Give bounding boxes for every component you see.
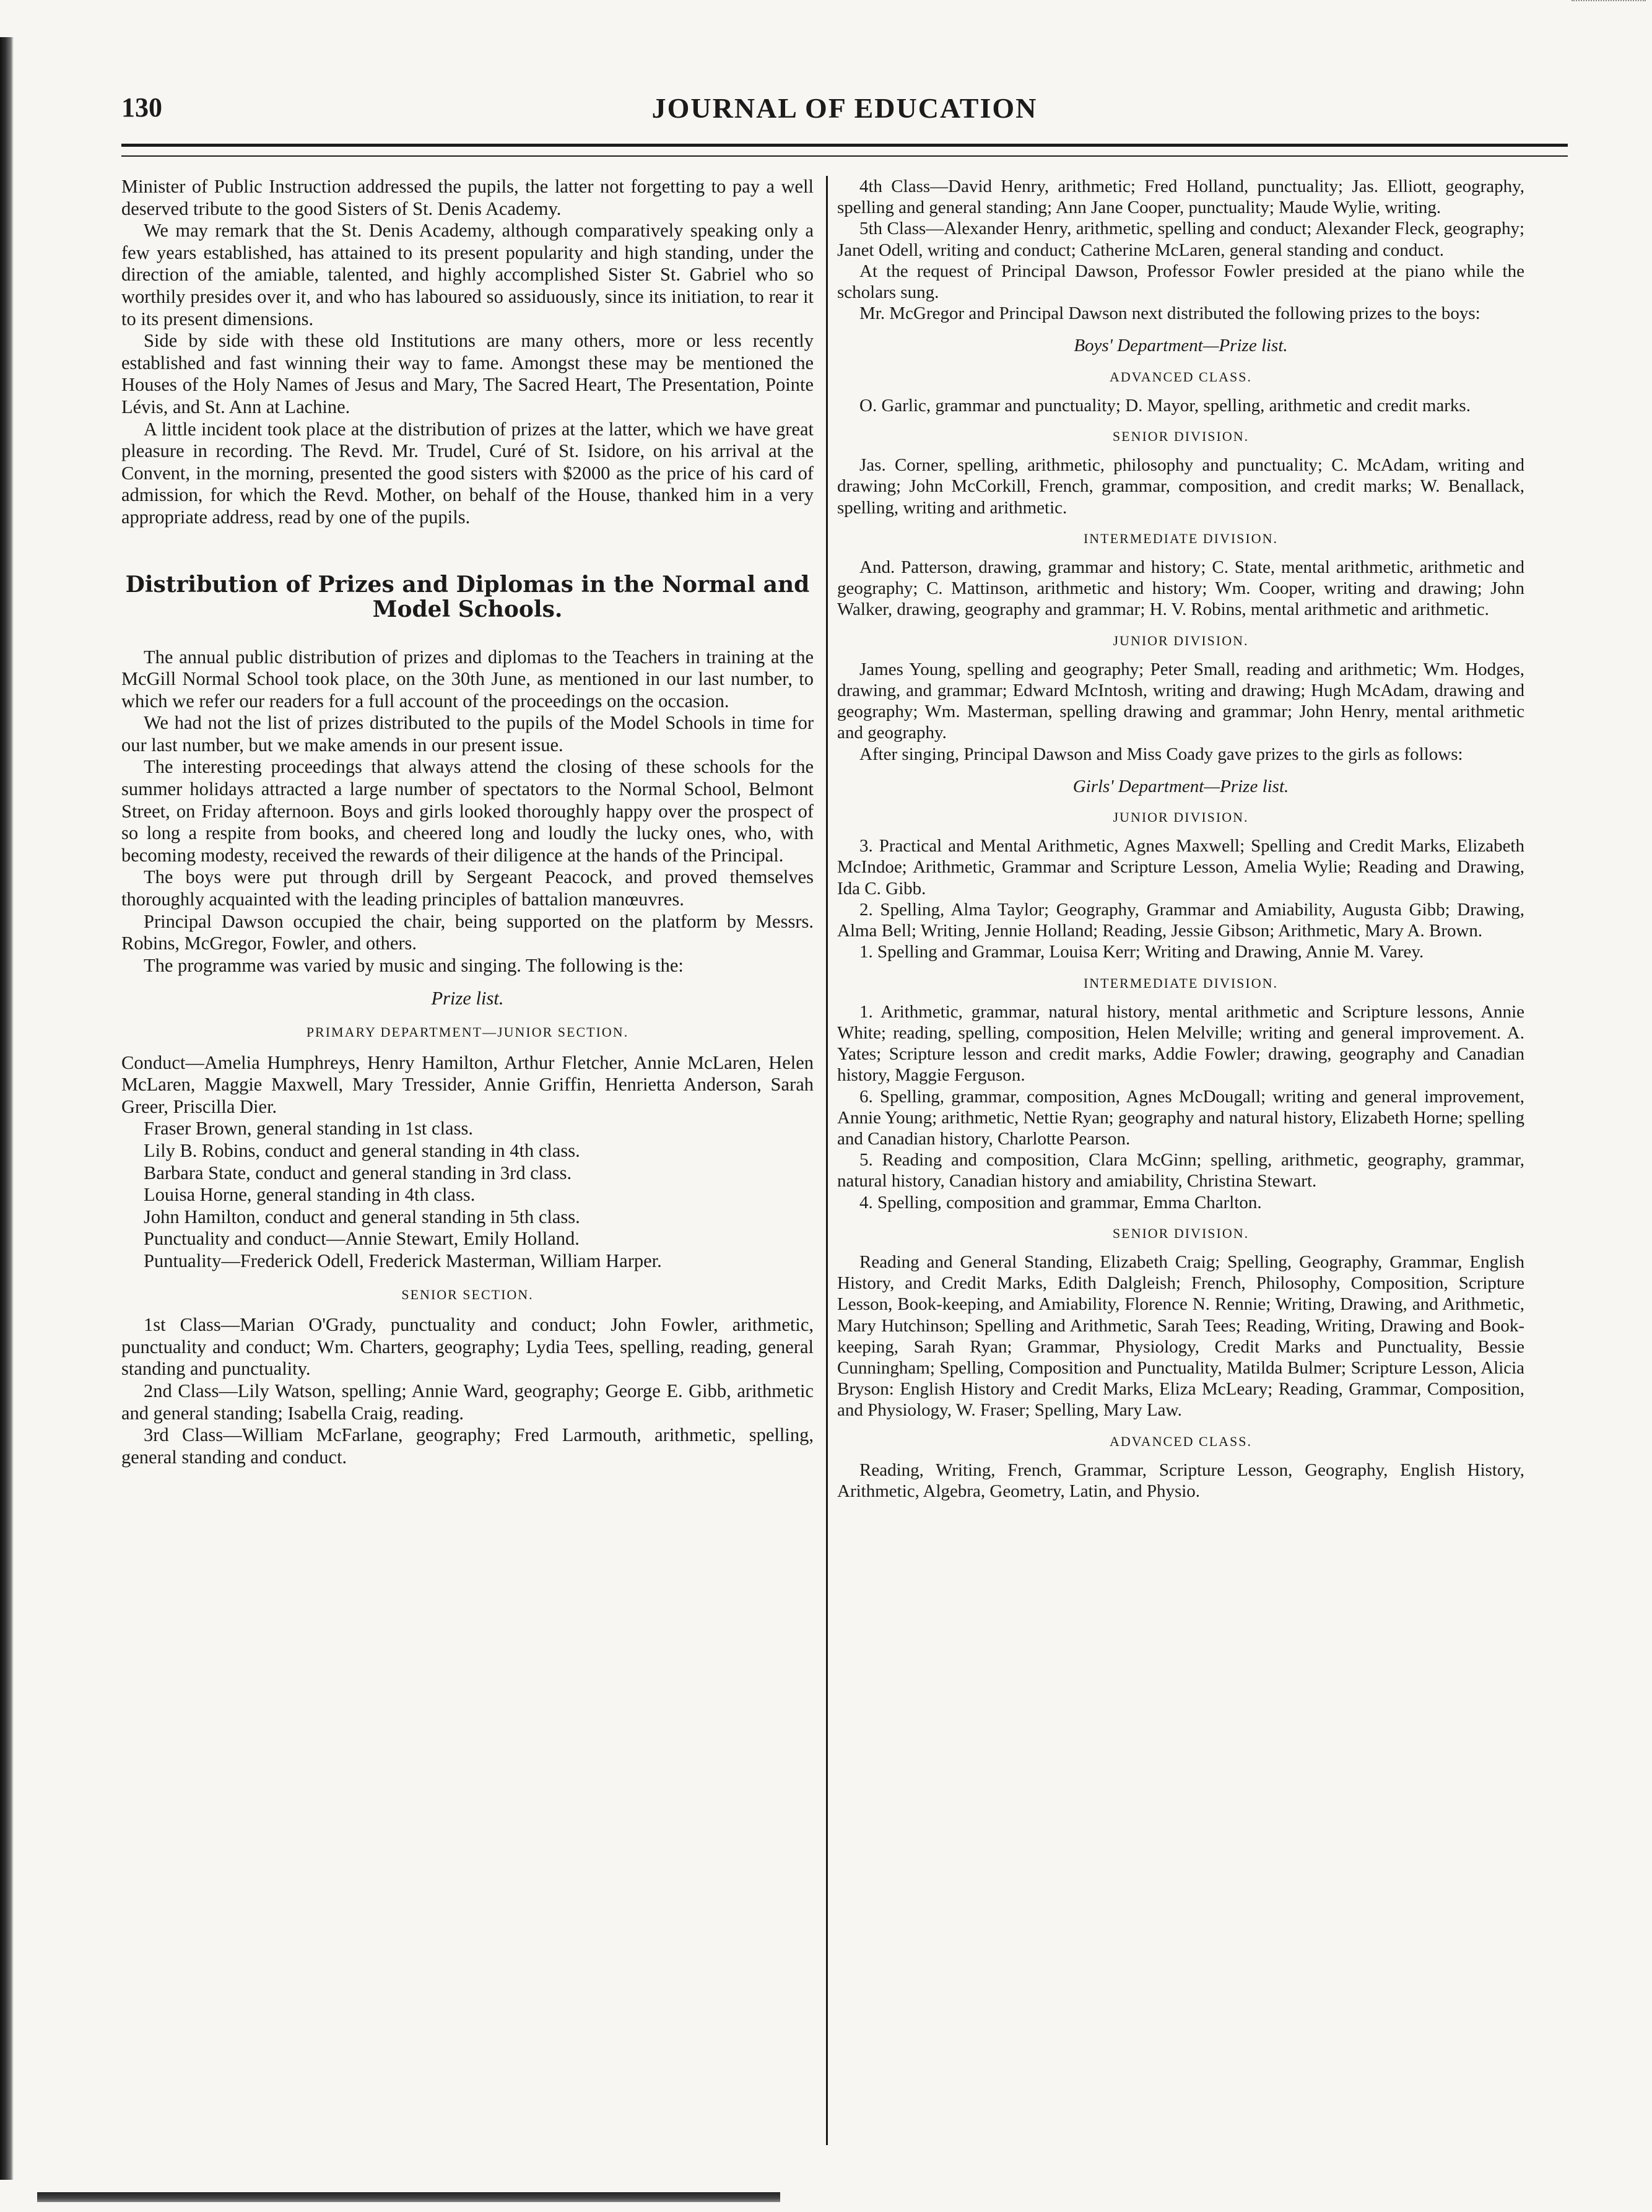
division-heading: ADVANCED CLASS.	[1109, 1433, 1253, 1449]
paragraph: 5th Class—Alexander Henry, arithmetic, spelling and conduct; Alexander Fleck, geography; Janet Odell, writing and conduct; Catherine McLaren, general standing and conduct.	[837, 219, 1524, 260]
paragraph: Side by side with these old Institutions are many others, more or less recently established and fast winning their way to fame. Amongst these may be mentioned the Houses of the Holy Names of Jesus and Mary, The Sacred Heart, The Presentation, Pointe Lévis, and St. Ann at Lachine.	[121, 330, 814, 417]
binding-edge-shadow	[0, 37, 14, 2180]
paragraph: James Young, spelling and geography; Peter Small, reading and arithmetic; Wm. Hodges, drawing, and grammar; Edward McIntosh, writing and drawing; Hugh McAdam, drawing and geography; Wm. Masterman, spelling drawing and grammar; John Henry, mental arithmetic and geography.	[837, 659, 1524, 743]
division-heading: SENIOR SECTION.	[401, 1286, 534, 1302]
paragraph: And. Patterson, drawing, grammar and history; C. State, mental arithmetic, arithmetic and geography; C. Mattinson, arithmetic and history; Wm. Cooper, writing and drawing; John Walker, drawing, geography and grammar; H. V. Robins, mental arithmetic and arithmetic.	[837, 557, 1524, 620]
paragraph: We may remark that the St. Denis Academy, although comparatively speaking only a few years established, has attained to its present popularity and high standing, under the direction of the amiable, talented, and highly accomplished Sister St. Gabriel who so worthily presides over it, and who has laboured so assiduously, since its initiation, to rear it to its present dimensions.	[121, 220, 814, 329]
paragraph: The annual public distribution of prizes and diplomas to the Teachers in training at the McGill Normal School took place, on the 30th June, as mentioned in our last number, to which we refer our readers for a full account of the proceedings on the occasion.	[121, 646, 814, 712]
prize-list-heading: Girls' Department—Prize list.	[1072, 776, 1289, 796]
prize-list-heading: Prize list.	[431, 988, 504, 1009]
division-heading: SENIOR DIVISION.	[1112, 1225, 1250, 1241]
division-heading: SENIOR DIVISION.	[1112, 429, 1250, 445]
paragraph: Reading, Writing, French, Grammar, Scripture Lesson, Geography, English History, Arithmetic, Algebra, Geometry, Latin, and Physio.	[837, 1460, 1524, 1501]
paragraph: O. Garlic, grammar and punctuality; D. Mayor, spelling, arithmetic and credit marks.	[859, 395, 1471, 416]
list-item: Punctuality and conduct—Annie Stewart, Emily Holland.	[144, 1228, 580, 1250]
paragraph: A little incident took place at the distribution of prizes at the latter, which we have great pleasure in recording. The Revd. Mr. Trudel, Curé of St. Isidore, on his arrival at the Convent, in the morning, presented the good sisters with $2000 as the price of his card of admission, for which the Revd. Mother, on behalf of the House, thanked him in a very appropriate address, read by one of the pupils.	[121, 418, 814, 528]
column-divider	[826, 176, 828, 2145]
paragraph: 4th Class—David Henry, arithmetic; Fred Holland, punctuality; Jas. Elliott, geography, spelling and general standing; Ann Jane Cooper, punctuality; Maude Wylie, writing.	[837, 176, 1524, 218]
paragraph: The programme was varied by music and singing. The following is the:	[144, 954, 684, 976]
paragraph: Minister of Public Instruction addressed the pupils, the latter not forgetting to pay a well deserved tribute to the good Sisters of St. Denis Academy.	[121, 176, 814, 219]
list-item: Barbara State, conduct and general standing in 3rd class.	[144, 1162, 572, 1183]
list-item: 1. Spelling and Grammar, Louisa Kerr; Writing and Drawing, Annie M. Varey.	[859, 942, 1424, 962]
list-item: John Hamilton, conduct and general standing in 5th class.	[144, 1206, 580, 1227]
division-heading: JUNIOR DIVISION.	[1113, 809, 1249, 825]
division-heading: JUNIOR DIVISION.	[1113, 632, 1249, 648]
left-column	[121, 176, 814, 2145]
list-item: 6. Spelling, grammar, composition, Agnes McDougall; writing and general improvement, Annie Young; arithmetic, Nettie Ryan; geography and natural history, Elizabeth Horne; spelling and Canadian history, Charlotte Pearson.	[837, 1086, 1524, 1149]
paragraph: Principal Dawson occupied the chair, being supported on the platform by Messrs. Robins, McGregor, Fowler, and others.	[121, 910, 814, 954]
paragraph: Mr. McGregor and Principal Dawson next distributed the following prizes to the boys:	[859, 303, 1480, 324]
list-item: 3rd Class—William McFarlane, geography; Fred Larmouth, arithmetic, spelling, general standing and conduct.	[121, 1424, 814, 1468]
running-header	[121, 92, 1568, 135]
division-heading: ADVANCED CLASS.	[1109, 368, 1253, 385]
journal-title: JOURNAL OF EDUCATION	[651, 92, 1038, 124]
list-item: 2. Spelling, Alma Taylor; Geography, Grammar and Amiability, Augusta Gibb; Drawing, Alma Bell; Writing, Jennie Holland; Reading, Jessie Gibson; Arithmetic, Mary A. Brown.	[837, 899, 1524, 941]
list-item: 2nd Class—Lily Watson, spelling; Annie Ward, geography; George E. Gibb, arithmetic and general standing; Isabella Craig, reading.	[121, 1380, 814, 1424]
page-number: 130	[121, 92, 162, 123]
list-item: Conduct—Amelia Humphreys, Henry Hamilton, Arthur Fletcher, Annie McLaren, Helen McLaren, Maggie Maxwell, Mary Tressider, Annie Griffin, Henrietta Anderson, Sarah Greer, Priscilla Dier.	[121, 1052, 814, 1117]
list-item: 3. Practical and Mental Arithmetic, Agnes Maxwell; Spelling and Credit Marks, Elizabeth McIndoe; Arithmetic, Grammar and Scripture Lesson, Amelia Wylie; Reading and Drawing, Ida C. Gibb.	[837, 836, 1524, 899]
list-item: 1st Class—Marian O'Grady, punctuality and conduct; John Fowler, arithmetic, punctuality and conduct; Wm. Charters, geography; Lydia Tees, spelling, reading, general standing and punctuality.	[121, 1314, 814, 1380]
list-item: Louisa Horne, general standing in 4th class.	[144, 1184, 476, 1206]
list-item: 4. Spelling, composition and grammar, Emma Charlton.	[859, 1192, 1262, 1213]
paragraph: At the request of Principal Dawson, Professor Fowler presided at the piano while the scholars sung.	[837, 261, 1524, 303]
list-item: Fraser Brown, general standing in 1st class.	[144, 1118, 473, 1139]
paragraph: The interesting proceedings that always attend the closing of these schools for the summer holidays attracted a large number of spectators to the Normal School, Belmont Street, on Friday afternoon. Boys and girls looked thoroughly happy over the prospect of so long a respite from books, and cheered long and loudly the lucky ones, who, with becoming modesty, received the rewards of their diligence at the hands of the Principal.	[121, 756, 814, 866]
division-heading: PRIMARY DEPARTMENT—JUNIOR SECTION.	[306, 1024, 629, 1040]
division-heading: INTERMEDIATE DIVISION.	[1083, 975, 1279, 991]
paragraph: The boys were put through drill by Sergeant Peacock, and proved themselves thoroughly acquainted with the leading principles of battalion manœuvres.	[121, 866, 814, 910]
page-bottom-shadow	[37, 2192, 780, 2202]
right-column	[837, 176, 1524, 2145]
list-item: Puntuality—Frederick Odell, Frederick Masterman, William Harper.	[144, 1250, 662, 1271]
page-speckle	[1572, 0, 1646, 20]
list-item: Lily B. Robins, conduct and general standing in 4th class.	[144, 1139, 580, 1161]
paragraph: Reading and General Standing, Elizabeth Craig; Spelling, Geography, Grammar, English History, and Credit Marks, Edith Dalgleish; French, Philosophy, Composition, Scripture Lesson, Book-keeping, and Amiability, Florence N. Rennie; Writing, Drawing, and Arithmetic, Mary Hutchinson; Spelling and Arithmetic, Sarah Tees; Reading, Writing, Drawing and Book-keeping, Sarah Ryan; Grammar, Physiology, Credit Marks and Punctuality, Bessie Cunningham; Spelling, Composition and Punctuality, Matilda Bulmer; Scripture Lesson, Alicia Bryson: English History and Credit Marks, Eliza McLeary; Reading, Grammar, Composition, and Physiology, W. Fraser; Spelling, Mary Law.	[837, 1252, 1524, 1421]
paragraph: After singing, Principal Dawson and Miss Coady gave prizes to the girls as follows:	[859, 744, 1463, 764]
paragraph: Jas. Corner, spelling, arithmetic, philosophy and punctuality; C. McAdam, writing and drawing; John McCorkill, French, grammar, composition, and credit marks; W. Benallack, spelling, writing and arithmetic.	[837, 455, 1524, 518]
list-item: 5. Reading and composition, Clara McGinn; spelling, arithmetic, geography, grammar, natural history, Canadian history and amiability, Christina Stewart.	[837, 1150, 1524, 1191]
list-item: 1. Arithmetic, grammar, natural history, mental arithmetic and Scripture lessons, Annie White; reading, spelling, composition, Helen Melville; writing and general improvement. A. Yates; Scripture lesson and credit marks, Addie Fowler; drawing, geography and Canadian history, Maggie Ferguson.	[837, 1001, 1524, 1086]
header-rule	[121, 144, 1568, 157]
prize-list-heading: Boys' Department—Prize list.	[1074, 336, 1288, 356]
section-heading: Distribution of Prizes and Diplomas in the Normal and Model Schools.	[125, 571, 810, 622]
paragraph: We had not the list of prizes distributed to the pupils of the Model Schools in time for our last number, but we make amends in our present issue.	[121, 712, 814, 755]
division-heading: INTERMEDIATE DIVISION.	[1083, 530, 1279, 546]
